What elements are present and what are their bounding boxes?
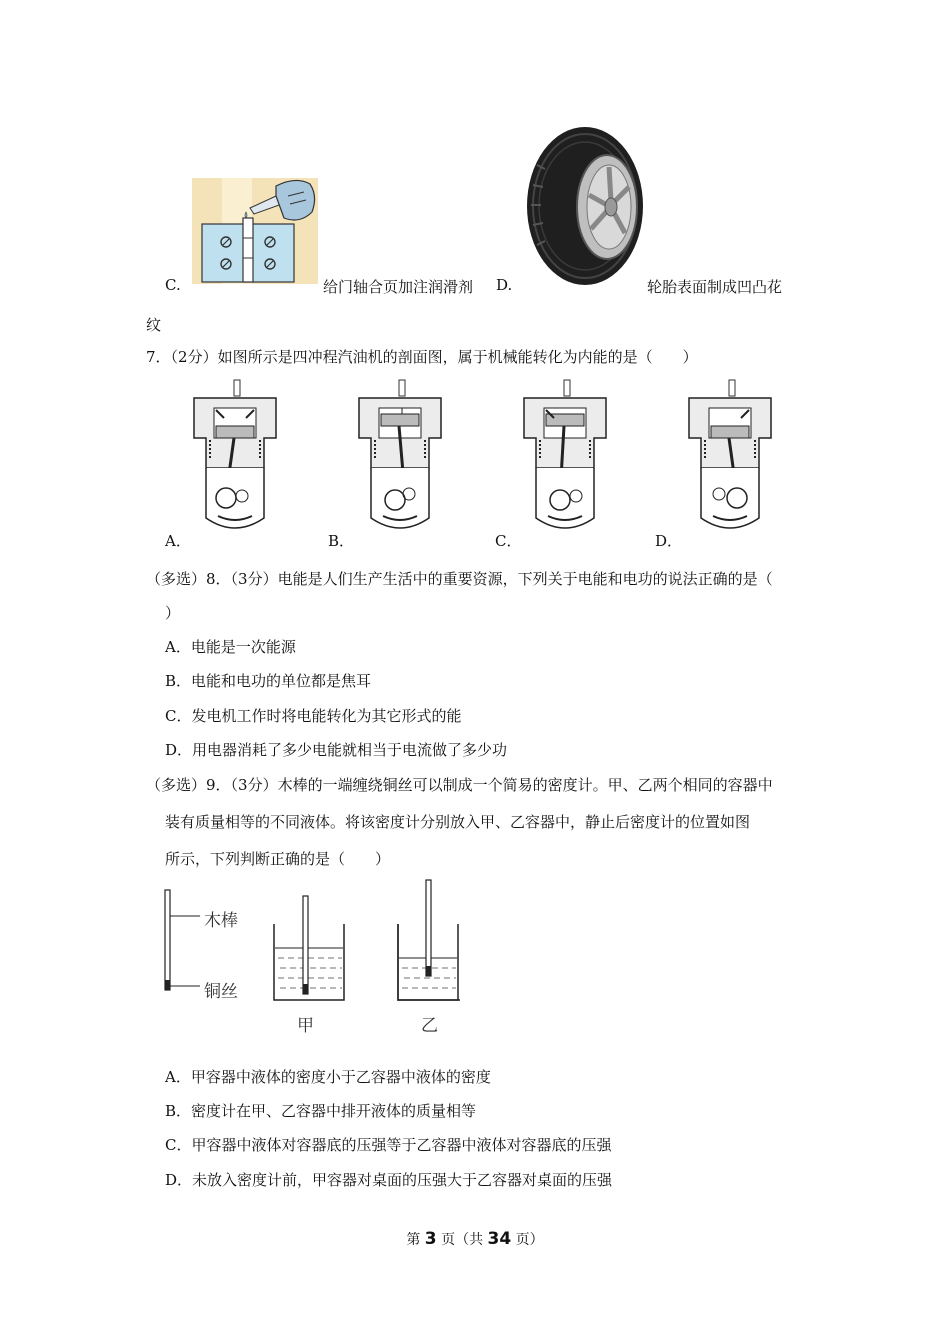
q8-option-d: D．用电器消耗了多少电能就相当于电流做了多少功 [165, 741, 508, 759]
page-footer [0, 1229, 950, 1249]
option-c-letter: C. [165, 276, 181, 294]
q7-stem: 7．（2分）如图所示是四冲程汽油机的剖面图，属于机械能转化为内能的是（ ） [146, 348, 698, 366]
option-d-caption-line1: 轮胎表面制成凹凸花 [647, 278, 783, 296]
q9-option-a: A．甲容器中液体的密度小于乙容器中液体的密度 [165, 1068, 491, 1086]
label-stick: 木棒 [204, 911, 238, 931]
option-c-caption: 给门轴合页加注润滑剂 [323, 278, 474, 296]
q7-option-d: D． [655, 532, 683, 550]
engine-diagram-b [355, 378, 445, 534]
option-d-letter: D. [496, 276, 513, 294]
label-copper-wire: 铜丝 [204, 982, 238, 1002]
q7-option-a: A． [165, 532, 191, 550]
footer-prefix: 第 [406, 1232, 421, 1248]
q7-option-c: C． [495, 532, 522, 550]
q9-option-d: D．未放入密度计前，甲容器对桌面的压强大于乙容器对桌面的压强 [165, 1171, 613, 1189]
q8-stem-line2: ） [165, 604, 181, 622]
q8-option-a: A．电能是一次能源 [165, 638, 296, 656]
q9-stem-line3: 所示，下列判断正确的是（ ） [165, 850, 391, 868]
engine-diagram-d [685, 378, 775, 534]
q9-option-b: B．密度计在甲、乙容器中排开液体的质量相等 [165, 1102, 477, 1120]
q9-option-c: C．甲容器中液体对容器底的压强等于乙容器中液体对容器底的压强 [165, 1136, 612, 1154]
q8-option-b: B．电能和电功的单位都是焦耳 [165, 672, 372, 690]
label-container-jia: 甲 [297, 1016, 314, 1036]
q9-stem-line2: 装有质量相等的不同液体。将该密度计分别放入甲、乙容器中，静止后密度计的位置如图 [165, 813, 751, 831]
footer-middle: 页（共 [441, 1232, 484, 1248]
footer-page-number: 3 [424, 1229, 437, 1249]
label-container-yi: 乙 [421, 1016, 438, 1036]
engine-diagram-c [520, 378, 610, 534]
footer-suffix: 页） [515, 1232, 544, 1248]
option-d-caption-line2: 纹 [146, 316, 162, 334]
engine-diagram-a [190, 378, 280, 534]
q7-option-b: B． [328, 532, 355, 550]
q9-stem-line1: （多选）9．（3分）木棒的一端缠绕铜丝可以制成一个简易的密度计。甲、乙两个相同的容器中 [146, 776, 773, 794]
tire-image [525, 125, 645, 287]
footer-total-pages: 34 [487, 1229, 512, 1249]
q8-option-c: C．发电机工作时将电能转化为其它形式的能 [165, 707, 462, 725]
density-meter-figure [160, 876, 460, 1032]
door-hinge-lubrication-image [192, 178, 318, 284]
q8-stem-line1: （多选）8．（3分）电能是人们生产生活中的重要资源，下列关于电能和电功的说法正确的是（ [146, 570, 773, 588]
